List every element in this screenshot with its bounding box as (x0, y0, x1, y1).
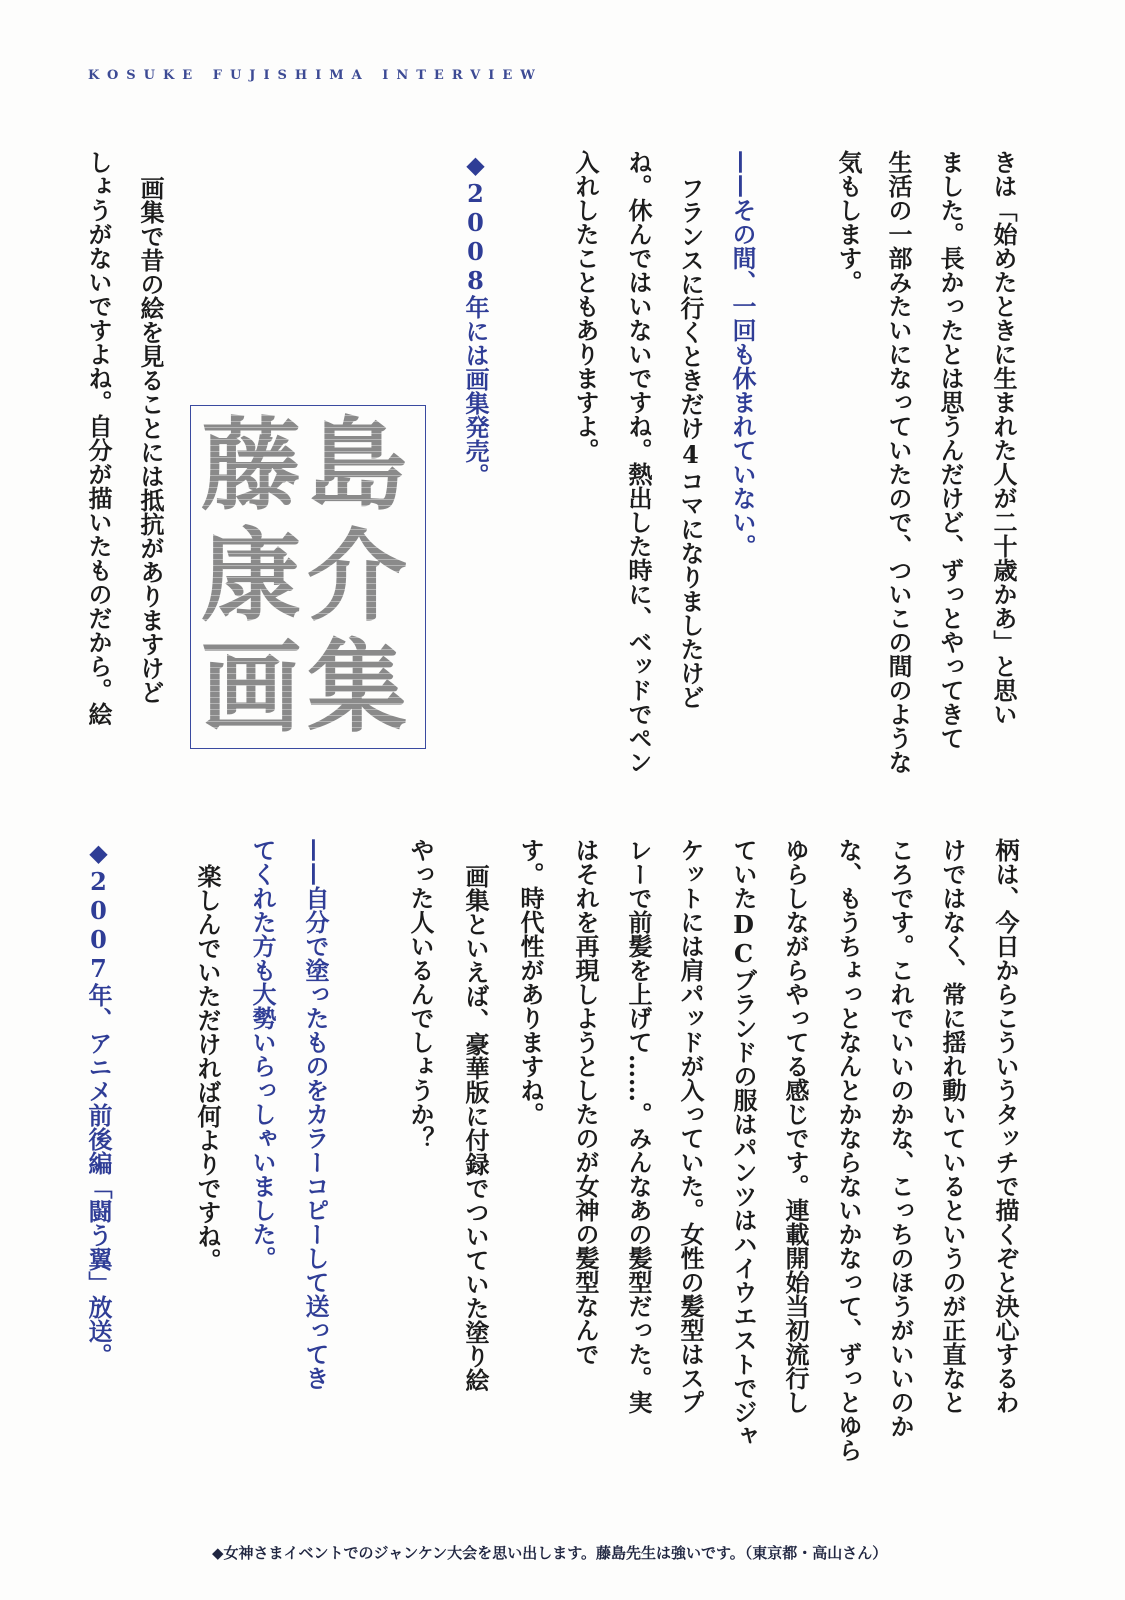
answer-text-column: 楽しんでいただければ何よりですね。 (193, 864, 222, 1272)
answer-text-column: ゆらしながらやってる感じです。連載開始当初流行し (781, 838, 810, 1414)
question-text-column: ——その間、一回も休まれていない。 (728, 150, 757, 558)
interview-header: KOSUKE FUJISHIMA INTERVIEW (88, 68, 543, 83)
answer-text-column: フランスに行くときだけ4コマになりましたけど (676, 176, 705, 709)
answer-text-column: 気もします。 (834, 150, 863, 294)
answer-text-column: ケットには肩パッドが入っていた。女性の髪型はスプ (676, 838, 705, 1414)
question-text-column: ——自分で塗ったものをカラーコピーして送ってき (301, 838, 330, 1390)
answer-text-column: しょうがないですよね。自分が描いたものだから。絵 (84, 150, 113, 726)
answer-text-column: ました。長かったとは思うんだけど、ずっとやってきて (936, 150, 965, 750)
artbook-cover-title: 藤島康介画集 (201, 406, 413, 746)
answer-text-column: す。時代性がありますね。 (516, 838, 545, 1126)
artbook-cover-image (190, 405, 426, 749)
question-text-column: てくれた方も大勢いらっしゃいました。 (248, 838, 277, 1270)
answer-text-column: ね。休んではいないですね。熱出した時に、ベッドでペン (624, 150, 653, 774)
answer-text-column: やった人いるんでしょうか？ (406, 838, 435, 1150)
answer-text-column: 画集といえば、豪華版に付録でついていた塗り絵 (461, 864, 490, 1392)
answer-text-column: きは「始めたときに生まれた人が二十歳かあ」と思い (989, 150, 1018, 726)
answer-text-column: レーで前髪を上げて……。みんなあの髪型だった。実 (624, 838, 653, 1414)
answer-text-column: 入れしたこともありますよ。 (571, 150, 600, 462)
answer-text-column: ていたDCブランドの服はパンツはハイウエストでジャ (729, 838, 758, 1448)
answer-text-column: ころです。これでいいのかな、こっちのほうがいいのか (886, 838, 915, 1438)
answer-text-column: な、もうちょっとなんとかならないかなって、ずっとゆら (834, 838, 863, 1462)
timeline-caption-column: ◆2008年には画集発売。 (461, 150, 490, 487)
answer-text-column: 画集で昔の絵を見ることには抵抗がありますけど (136, 176, 165, 704)
timeline-caption-column: ◆2007年、アニメ前後編「闘う翼」放送。 (84, 838, 113, 1367)
answer-text-column: 生活の一部みたいになっていたので、ついこの間のような (884, 150, 913, 774)
reader-comment-footer: ◆女神さまイベントでのジャンケン大会を思い出します。藤島先生は強いです。（東京都・高山さん） (212, 1544, 888, 1562)
answer-text-column: 柄は、今日からこういうタッチで描くぞと決心するわ (991, 838, 1020, 1414)
answer-text-column: けではなく、常に揺れ動いているというのが正直なと (938, 838, 967, 1414)
answer-text-column: はそれを再現しようとしたのが女神の髪型なんで (571, 838, 600, 1366)
